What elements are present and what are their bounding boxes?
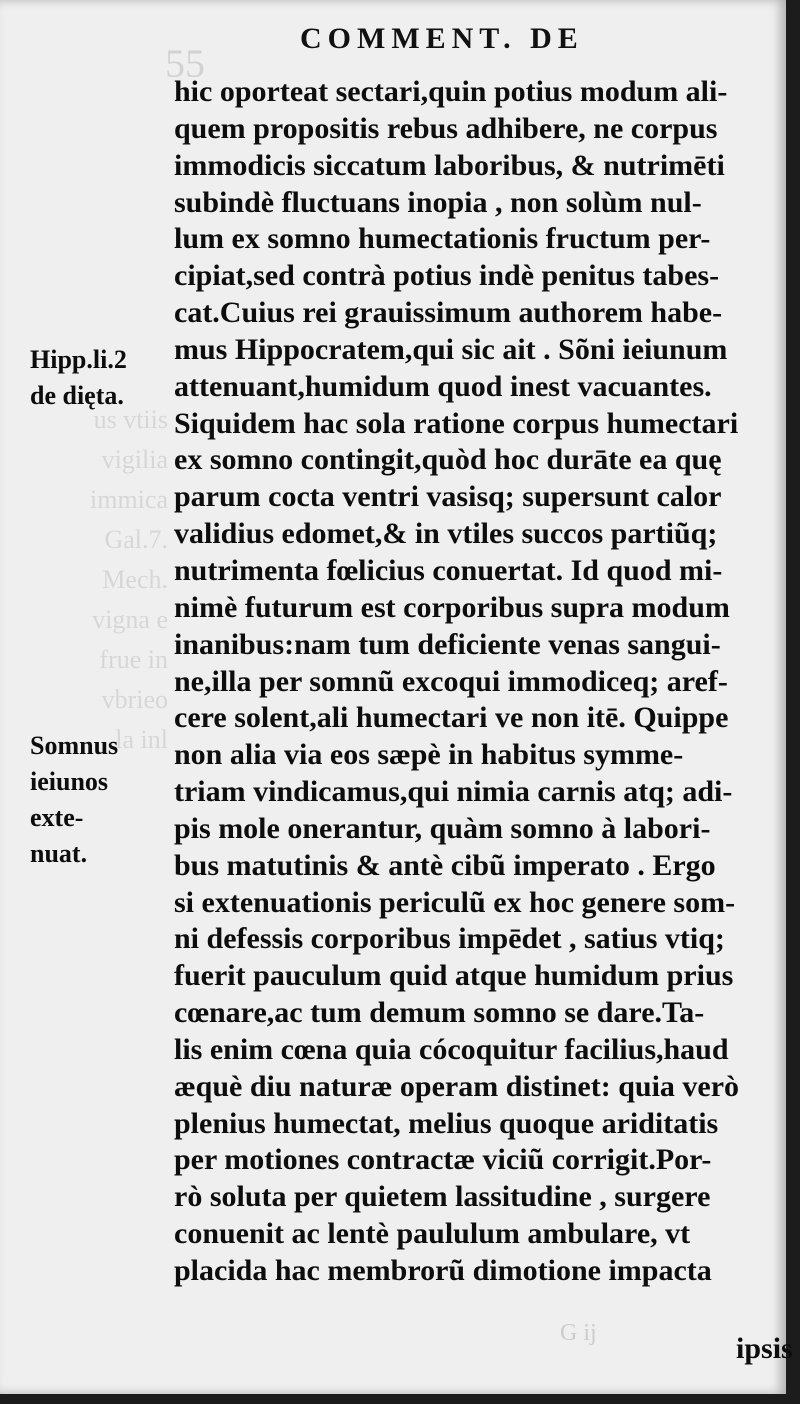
text-line: immodicis siccatum laboribus, & nutrimēti — [174, 148, 725, 182]
text-line: cere solent,ali humectari ve non itē. Quippe — [174, 701, 729, 735]
text-line: fuerit pauculum quid atque humidum prius — [174, 959, 734, 993]
text-line: cat.Cuius rei grauissimum authorem habe- — [174, 296, 723, 330]
text-line: si extenuationis periculũ ex hoc genere som- — [174, 885, 736, 919]
text-line: per motiones contractæ viciũ corrigit.Por- — [174, 1143, 712, 1177]
text-line: ne,illa per somnũ excoqui immodiceq; aref- — [174, 664, 728, 698]
text-line: æquè diu naturæ operam distinet: quia verò — [174, 1069, 740, 1103]
text-line: hic oporteat sectari,quin potius modum ali- — [174, 75, 728, 108]
text-line: ex somno contingit,quòd hoc durāte ea quę — [174, 443, 722, 477]
text-line: conuenit ac lentè paululum ambulare, vt — [174, 1217, 691, 1251]
text-line: lis enim cœna quia cócoquitur facilius,haud — [174, 1032, 729, 1066]
text-line: pis mole onerantur, quàm somno à labori- — [174, 811, 711, 845]
margin-note-somnus — [30, 728, 118, 872]
text-line: non alia via eos sæpè in habitus symme- — [174, 738, 684, 772]
text-line: ni defessis corporibus impēdet , satius vtiq; — [174, 922, 725, 956]
catchword: ipsis — [736, 1332, 793, 1365]
text-line: lum ex somno humectationis fructum per- — [174, 222, 711, 256]
text-line: bus matutinis & antè cibũ imperato . Ergo — [174, 848, 716, 882]
text-line: inanibus:nam tum deficiente venas sangui- — [174, 627, 721, 661]
body-text — [174, 74, 774, 1290]
margin-note-line: ieiunos — [30, 767, 109, 796]
margin-note-line: Hipp.li.2 — [30, 345, 127, 374]
text-line: rò soluta per quietem lassitudine , surgere — [174, 1180, 711, 1214]
text-line: validius edomet,& in vtiles succos partiũq; — [174, 517, 718, 551]
text-line: quem propositis rebus adhibere, ne corpus — [174, 111, 718, 145]
text-line: parum cocta ventri vasisq; supersunt calor — [174, 480, 722, 514]
margin-note-citation — [30, 342, 127, 414]
text-line: subindè fluctuans inopia , non solùm nul- — [174, 185, 702, 219]
text-line: cœnare,ac tum demum somno se dare.Ta- — [174, 996, 705, 1030]
text-line: nutrimenta fœlicius conuertat. Id quod mi- — [174, 553, 723, 587]
text-line: nimè futurum est corporibus supra modum — [174, 590, 730, 624]
bleed-through-signature: G ij — [560, 1320, 597, 1346]
ink-stain: 55 — [165, 41, 205, 86]
text-line: attenuant,humidum quod inest vacuantes. — [174, 369, 712, 403]
bleed-through-text: us vtiis vigilia immica Gal.7. Mech. vigna e frue in vbrieo la inl — [90, 405, 168, 754]
margin-note-line: de dięta. — [30, 381, 124, 410]
margin-note-line: nuat. — [30, 839, 88, 868]
margin-note-line: Somnus — [30, 731, 119, 760]
running-header: COMMENT. DE — [300, 22, 584, 55]
text-line: placida hac membrorũ dimotione impacta — [174, 1254, 712, 1287]
margin-note-line: exte- — [30, 803, 84, 832]
text-line: mus Hippocratem,qui sic ait . Sõni ieiunum — [174, 332, 728, 366]
text-line: cipiat,sed contrà potius indè penitus tabes- — [174, 259, 720, 293]
text-line: triam vindicamus,qui nimia carnis atq; adi- — [174, 775, 733, 809]
text-line: plenius humectat, melius quoque ariditatis — [174, 1106, 719, 1140]
text-line: Siquidem hac sola ratione corpus humectari — [174, 406, 739, 440]
